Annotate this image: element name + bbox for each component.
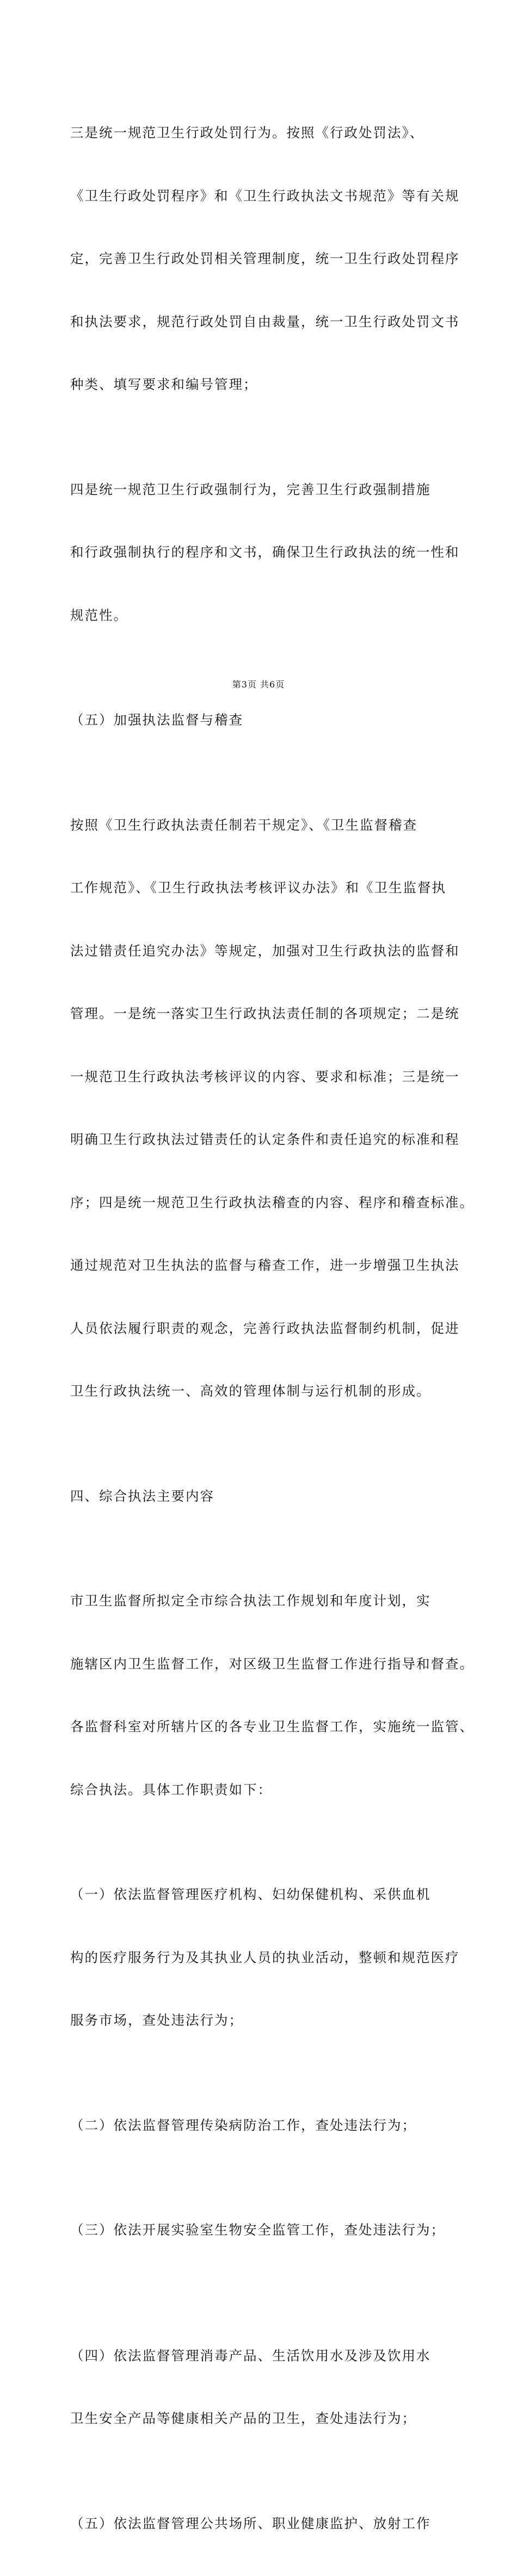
text-line: 法过错责任追究办法》等规定，加强对卫生行政执法的监督和 — [70, 941, 467, 962]
text-line: 各监督科室对所辖片区的各专业卫生监督工作，实施统一监管、 — [70, 1716, 467, 1738]
text-line: 卫生安全产品等健康相关产品的卫生，查处违法行为； — [70, 2408, 467, 2429]
list-item-duty-3 — [70, 2178, 467, 2283]
text-line: 《卫生行政处罚程序》和《卫生行政执法文书规范》等有关规 — [70, 186, 467, 207]
text-line: 构的医疗服务行为及其执业人员的执业活动，整顿和规范医疗 — [70, 1947, 467, 1969]
text-line: 和执法要求，规范行政处罚自由裁量，统一卫生行政处罚文书 — [70, 312, 467, 333]
text-line: 施辖区内卫生监督工作，对区级卫生监督工作进行指导和督查。 — [70, 1654, 467, 1675]
text-line: 综合执法。具体工作职责如下： — [70, 1780, 467, 1801]
document-page — [0, 0, 517, 732]
text-line: 工作规范》、《卫生行政执法考核评议办法》和《卫生监督执 — [70, 878, 467, 899]
text-line: （五）加强执法监督与稽查 — [70, 710, 467, 731]
paragraph-enforcement-standardization — [70, 437, 467, 668]
text-line: 市卫生监督所拟定全市综合执法工作规划和年度计划，实 — [70, 1591, 467, 1612]
text-line: 四、综合执法主要内容 — [70, 1486, 467, 1507]
list-item-duty-5 — [70, 2471, 467, 2576]
text-line: （一）依法监督管理医疗机构、妇幼保健机构、采供血机 — [70, 1884, 467, 1905]
text-line: 卫生行政执法统一、高效的管理体制与运行机制的形成。 — [70, 1381, 467, 1402]
text-line: 规范性。 — [70, 605, 467, 626]
text-line: 和行政强制执行的程序和文书，确保卫生行政执法的统一性和 — [70, 542, 467, 563]
text-line: 三是统一规范卫生行政处罚行为。按照《行政处罚法》、 — [70, 123, 467, 144]
text-line: 明确卫生行政执法过错责任的认定条件和责任追究的标准和程 — [70, 1129, 467, 1150]
text-line: 一规范卫生行政执法考核评议的内容、要求和标准；三是统一 — [70, 1067, 467, 1088]
text-line: 种类、填写要求和编号管理； — [70, 374, 467, 395]
text-line: （五）依法监督管理公共场所、职业健康监护、放射工作 — [70, 2513, 467, 2535]
list-item-duty-1 — [70, 1842, 467, 2073]
text-line: 通过规范对卫生执法的监督与稽查工作，进一步增强卫生执法 — [70, 1255, 467, 1276]
text-line: 定，完善卫生行政处罚相关管理制度，统一卫生行政处罚程序 — [70, 248, 467, 270]
text-line: （三）依法开展实验室生物安全监管工作，查处违法行为； — [70, 2220, 467, 2241]
list-item-duty-2 — [70, 2073, 467, 2178]
section-heading-main-content — [70, 1444, 467, 1549]
page-number-footer: 第3页 共6页 — [0, 678, 517, 690]
text-line: 序；四是统一规范卫生行政执法稽查的内容、程序和稽查标准。 — [70, 1192, 467, 1214]
text-line: 服务市场，查处违法行为； — [70, 2010, 467, 2031]
text-line: 人员依法履行职责的观念，完善行政执法监督制约机制，促进 — [70, 1318, 467, 1339]
paragraph-penalty-standardization — [70, 81, 467, 437]
paragraph-duties-intro — [70, 1549, 467, 1842]
document-body — [70, 81, 467, 2576]
list-item-duty-4 — [70, 2304, 467, 2471]
text-line: 按照《卫生行政执法责任制若干规定》、《卫生监督稽查 — [70, 815, 467, 836]
blank-line — [70, 2283, 467, 2304]
text-line: 四是统一规范卫生行政强制行为，完善卫生行政强制措施 — [70, 479, 467, 501]
paragraph-supervision-audit — [70, 773, 467, 1444]
text-line: （二）依法监督管理传染病防治工作，查处违法行为； — [70, 2115, 467, 2136]
text-line: 管理。一是统一落实卫生行政执法责任制的各项规定；二是统 — [70, 1003, 467, 1025]
text-line: （四）依法监督管理消毒产品、生活饮用水及涉及饮用水 — [70, 2346, 467, 2367]
